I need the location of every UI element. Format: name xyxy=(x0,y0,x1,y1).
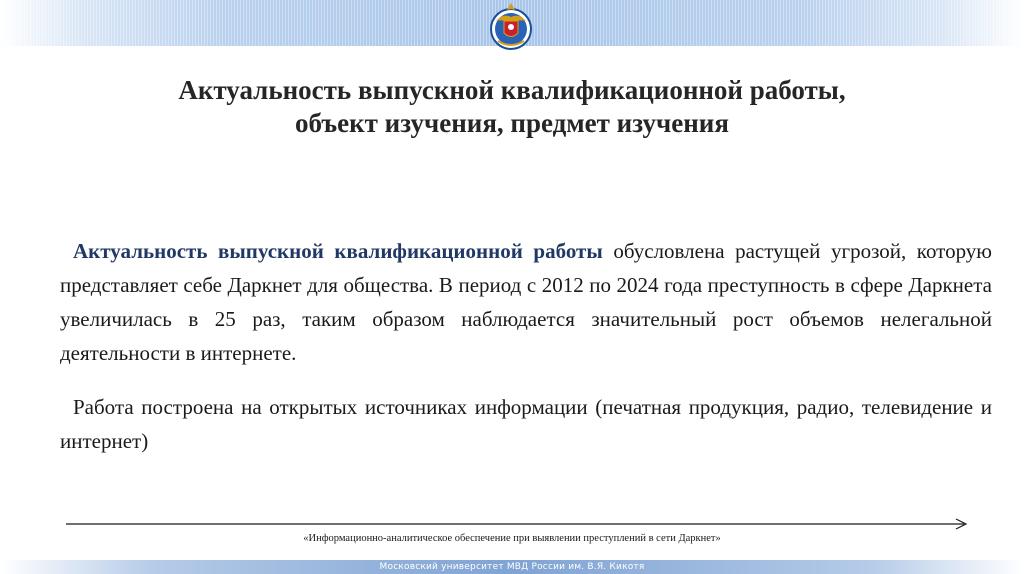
footer-arrow-rule xyxy=(66,517,970,531)
paragraph-sources: Работа построена на открытых источниках информации (печатная продукция, радио, телевидение и интернет) xyxy=(60,395,992,453)
footer-caption: «Информационно-аналитическое обеспечение при выявлении преступлений в сети Даркнет» xyxy=(303,533,721,544)
slide-title-line1: Актуальность выпускной квалификационной работы, xyxy=(178,75,846,105)
university-name: Московский университет МВД России им. В.Я. Кикотя xyxy=(379,562,645,572)
paragraph-lead: Актуальность выпускной квалификационной работы xyxy=(73,239,603,263)
slide-body xyxy=(60,234,992,458)
slide-title-line2: объект изучения, предмет изучения xyxy=(295,108,729,138)
slide-title xyxy=(40,74,984,140)
paragraph-text: обусловлена растущей угрозой, которую представляет себе Даркнет для общества. В период с 2012 по 2024 года преступность в сфере Даркнета увеличилась в 25 раз, таким образом наблюдается значительный рост объемов нелегальной деятельности в интернете. xyxy=(60,239,992,365)
police-eagle-emblem-icon xyxy=(488,1,534,51)
paragraph-relevance xyxy=(60,234,992,370)
